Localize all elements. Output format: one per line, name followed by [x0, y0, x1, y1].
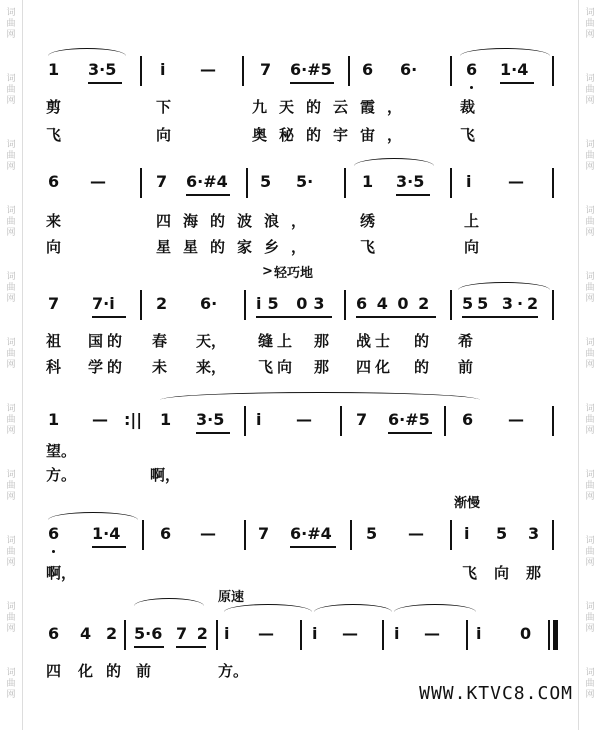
repeat-sign: :||: [124, 410, 143, 429]
barline: [552, 520, 554, 550]
lyric: 向: [46, 238, 62, 256]
note: 1: [48, 410, 60, 429]
watermark-glyph: 曲: [6, 415, 16, 425]
watermark-glyph: 网: [585, 30, 595, 40]
lyric: 来: [46, 212, 62, 230]
lyric: 飞向: [258, 358, 297, 376]
note: 6·#5: [388, 410, 430, 429]
tempo-annotation: 原速: [218, 590, 245, 605]
underline: [176, 646, 206, 648]
barline: [344, 290, 346, 320]
lyric: 的: [414, 358, 430, 376]
underline: [290, 546, 336, 548]
watermark-glyph: 词: [6, 8, 16, 18]
watermark-glyph: 词: [585, 206, 595, 216]
watermark-glyph: 网: [6, 294, 16, 304]
note: i: [256, 410, 262, 429]
note: 2: [156, 294, 168, 313]
barline: [450, 168, 452, 198]
note: 1: [48, 60, 60, 79]
note: 3: [528, 524, 540, 543]
lyric: 四化: [356, 358, 395, 376]
lyric: 四海的波浪，: [156, 212, 319, 230]
underline: [256, 316, 332, 318]
note: 0: [520, 624, 532, 643]
watermark-glyph: 曲: [585, 679, 595, 689]
watermark-glyph: 网: [585, 294, 595, 304]
note: 6·: [400, 60, 418, 79]
note: 6: [48, 524, 60, 543]
watermark-glyph: 网: [6, 426, 16, 436]
watermark-glyph: 词: [585, 74, 595, 84]
watermark-glyph: 词: [6, 602, 16, 612]
watermark-glyph: 曲: [6, 19, 16, 29]
barline: [552, 290, 554, 320]
lyric: 未: [152, 358, 168, 376]
note: —: [342, 624, 358, 643]
watermark-glyph: 网: [6, 624, 16, 634]
note: 5: [366, 524, 378, 543]
lower-octave-dot: [52, 550, 55, 553]
watermark-glyph: 曲: [585, 349, 595, 359]
watermark-glyph: 词: [585, 536, 595, 546]
underline: [186, 194, 230, 196]
note: —: [508, 172, 524, 191]
lyric: 四: [46, 662, 62, 680]
barline: [142, 520, 144, 550]
note: 7: [356, 410, 368, 429]
lyric: 九天的云霞，: [252, 98, 415, 116]
note: i: [394, 624, 400, 643]
note: —: [408, 524, 424, 543]
slur: [48, 48, 126, 57]
underline: [356, 316, 436, 318]
lyric: 学的: [88, 358, 127, 376]
watermark-glyph: 网: [6, 228, 16, 238]
barline: [140, 290, 142, 320]
lyric: 星星的家乡，: [156, 238, 319, 256]
watermark-glyph: 曲: [585, 151, 595, 161]
note: 3·5: [396, 172, 425, 191]
accent-mark: >: [262, 264, 273, 279]
note: 6: [160, 524, 172, 543]
watermark-glyph: 词: [585, 338, 595, 348]
underline: [290, 82, 334, 84]
note: 6: [462, 410, 474, 429]
note: 6·#4: [186, 172, 228, 191]
barline: [124, 620, 126, 650]
note: 5: [260, 172, 272, 191]
underline: [196, 432, 230, 434]
note: i5 03: [256, 294, 331, 313]
lyric: 向: [156, 126, 172, 144]
note: i: [160, 60, 166, 79]
lyric: 飞: [46, 126, 62, 144]
note: 2: [106, 624, 118, 643]
tempo-annotation: 渐慢: [454, 496, 481, 511]
note: 3·5: [196, 410, 225, 429]
note: —: [424, 624, 440, 643]
barline: [444, 406, 446, 436]
lyric: 国的: [88, 332, 127, 350]
barline: [244, 290, 246, 320]
note: —: [296, 410, 312, 429]
watermark-glyph: 曲: [6, 679, 16, 689]
watermark-glyph: 曲: [585, 19, 595, 29]
note: 7: [156, 172, 168, 191]
slur: [354, 158, 434, 167]
barline: [466, 620, 468, 650]
lyric: 那: [526, 564, 542, 582]
watermark-glyph: 曲: [6, 151, 16, 161]
note: 1: [160, 410, 172, 429]
note: 55 3·2: [462, 294, 543, 313]
slur: [458, 282, 550, 291]
watermark-glyph: 曲: [585, 481, 595, 491]
lyric: 啊，: [46, 564, 77, 582]
slur: [224, 604, 312, 613]
watermark-glyph: 网: [6, 558, 16, 568]
watermark-glyph: 曲: [585, 547, 595, 557]
watermark-glyph: 词: [6, 668, 16, 678]
barline: [340, 406, 342, 436]
watermark-glyph: 网: [6, 360, 16, 370]
lyric: 方。: [218, 662, 249, 680]
lyric: 战士: [356, 332, 395, 350]
slur: [160, 392, 480, 401]
lyric: 春: [152, 332, 168, 350]
underline: [92, 316, 126, 318]
barline: [450, 290, 452, 320]
note: —: [90, 172, 106, 191]
underline: [396, 194, 430, 196]
watermark-glyph: 网: [6, 690, 16, 700]
barline: [450, 520, 452, 550]
note: —: [200, 524, 216, 543]
watermark-glyph: 词: [6, 140, 16, 150]
lyric: 来，: [196, 358, 227, 376]
watermark-glyph: 词: [585, 272, 595, 282]
watermark-glyph: 词: [6, 470, 16, 480]
watermark-glyph: 词: [6, 536, 16, 546]
watermark-glyph: 词: [6, 206, 16, 216]
watermark-glyph: 词: [6, 404, 16, 414]
barline: [140, 56, 142, 86]
watermark-glyph: 词: [6, 74, 16, 84]
note: —: [508, 410, 524, 429]
lyric: 那: [314, 332, 330, 350]
lyric: 绣: [360, 212, 376, 230]
note: 4: [80, 624, 92, 643]
watermark-glyph: 网: [6, 492, 16, 502]
barline: [242, 56, 244, 86]
watermark-glyph: 曲: [6, 217, 16, 227]
tempo-annotation: 轻巧地: [274, 266, 314, 281]
slur: [460, 48, 550, 57]
watermark-glyph: 曲: [585, 283, 595, 293]
underline: [462, 316, 538, 318]
watermark-glyph: 网: [6, 96, 16, 106]
watermark-glyph: 网: [585, 558, 595, 568]
watermark-glyph: 网: [6, 30, 16, 40]
watermark-glyph: 词: [585, 668, 595, 678]
watermark-glyph: 曲: [585, 217, 595, 227]
note: i: [464, 524, 470, 543]
note: 6·#5: [290, 60, 332, 79]
underline: [92, 546, 126, 548]
lyric: 奥秘的宇宙，: [252, 126, 415, 144]
lyric: 那: [314, 358, 330, 376]
lyric: 天，: [196, 332, 227, 350]
note: 6: [466, 60, 478, 79]
watermark-glyph: 曲: [6, 349, 16, 359]
barline: [216, 620, 218, 650]
watermark-glyph: 网: [585, 96, 595, 106]
watermark-glyph: 网: [6, 162, 16, 172]
barline: [348, 56, 350, 86]
lyric: 化: [78, 662, 94, 680]
watermark-glyph: 曲: [6, 283, 16, 293]
watermark-glyph: 网: [585, 360, 595, 370]
note: 6: [362, 60, 374, 79]
underline: [134, 646, 164, 648]
watermark-glyph: 网: [585, 426, 595, 436]
note: 6: [48, 624, 60, 643]
lyric: 飞: [460, 126, 476, 144]
lyric: 剪: [46, 98, 62, 116]
watermark-glyph: 曲: [6, 613, 16, 623]
lyric: 科: [46, 358, 62, 376]
watermark-glyph: 网: [585, 162, 595, 172]
barline: [344, 168, 346, 198]
barline: [450, 56, 452, 86]
underline: [388, 432, 432, 434]
lyric: 前: [458, 358, 474, 376]
final-barline-thick: [553, 620, 558, 650]
watermark-glyph: 曲: [6, 547, 16, 557]
note: 5·: [296, 172, 314, 191]
watermark-glyph: 网: [585, 624, 595, 634]
slur: [394, 604, 476, 613]
barline: [244, 406, 246, 436]
watermark-glyph: 曲: [585, 415, 595, 425]
note: —: [200, 60, 216, 79]
watermark-glyph: 词: [585, 140, 595, 150]
watermark-glyph: 曲: [585, 85, 595, 95]
note: 6·#4: [290, 524, 332, 543]
note: 1·4: [500, 60, 529, 79]
watermark-glyph: 网: [585, 690, 595, 700]
note: 7: [260, 60, 272, 79]
barline: [350, 520, 352, 550]
note: 7 2: [176, 624, 210, 643]
lyric: 缝上: [258, 332, 297, 350]
slur: [134, 598, 204, 607]
lyric: 前: [136, 662, 152, 680]
note: 6: [48, 172, 60, 191]
watermark-glyph: 词: [6, 272, 16, 282]
note: i: [224, 624, 230, 643]
note: 7·i: [92, 294, 115, 313]
lyric: 的: [106, 662, 122, 680]
barline: [246, 168, 248, 198]
note: 3·5: [88, 60, 117, 79]
watermark-glyph: 词: [585, 404, 595, 414]
site-watermark: WWW.KTVC8.COM: [419, 683, 573, 704]
lyric: 上: [464, 212, 480, 230]
watermark-glyph: 网: [585, 228, 595, 238]
watermark-glyph: 词: [585, 8, 595, 18]
note: —: [92, 410, 108, 429]
note: 1: [362, 172, 374, 191]
note: i: [312, 624, 318, 643]
note: 6 4 0 2: [356, 294, 432, 313]
lyric: 方。: [46, 466, 77, 484]
slur: [48, 512, 138, 521]
lower-octave-dot: [470, 86, 473, 89]
note: 1·4: [92, 524, 121, 543]
underline: [500, 82, 534, 84]
lyric: 飞: [462, 564, 478, 582]
lyric: 祖: [46, 332, 62, 350]
watermark-glyph: 词: [6, 338, 16, 348]
lyric: 啊，: [150, 466, 181, 484]
note: —: [258, 624, 274, 643]
barline: [244, 520, 246, 550]
barline: [140, 168, 142, 198]
slur: [314, 604, 392, 613]
lyric: 望。: [46, 442, 77, 460]
barline: [382, 620, 384, 650]
watermark-glyph: 词: [585, 470, 595, 480]
lyric: 向: [464, 238, 480, 256]
barline: [300, 620, 302, 650]
lyric: 的: [414, 332, 430, 350]
note: 6·: [200, 294, 218, 313]
note: i: [466, 172, 472, 191]
note: i: [476, 624, 482, 643]
barline: [552, 56, 554, 86]
note: 7: [48, 294, 60, 313]
watermark-glyph: 词: [585, 602, 595, 612]
lyric: 下: [156, 98, 172, 116]
lyric: 裁: [460, 98, 476, 116]
barline: [552, 406, 554, 436]
note: 5: [496, 524, 508, 543]
underline: [88, 82, 122, 84]
lyric: 希: [458, 332, 474, 350]
note: 7: [258, 524, 270, 543]
watermark-glyph: 网: [585, 492, 595, 502]
lyric: 向: [494, 564, 510, 582]
watermark-glyph: 曲: [6, 481, 16, 491]
final-barline-thin: [548, 620, 550, 650]
watermark-glyph: 曲: [6, 85, 16, 95]
lyric: 飞: [360, 238, 376, 256]
note: 5·6: [134, 624, 163, 643]
watermark-glyph: 曲: [585, 613, 595, 623]
barline: [552, 168, 554, 198]
